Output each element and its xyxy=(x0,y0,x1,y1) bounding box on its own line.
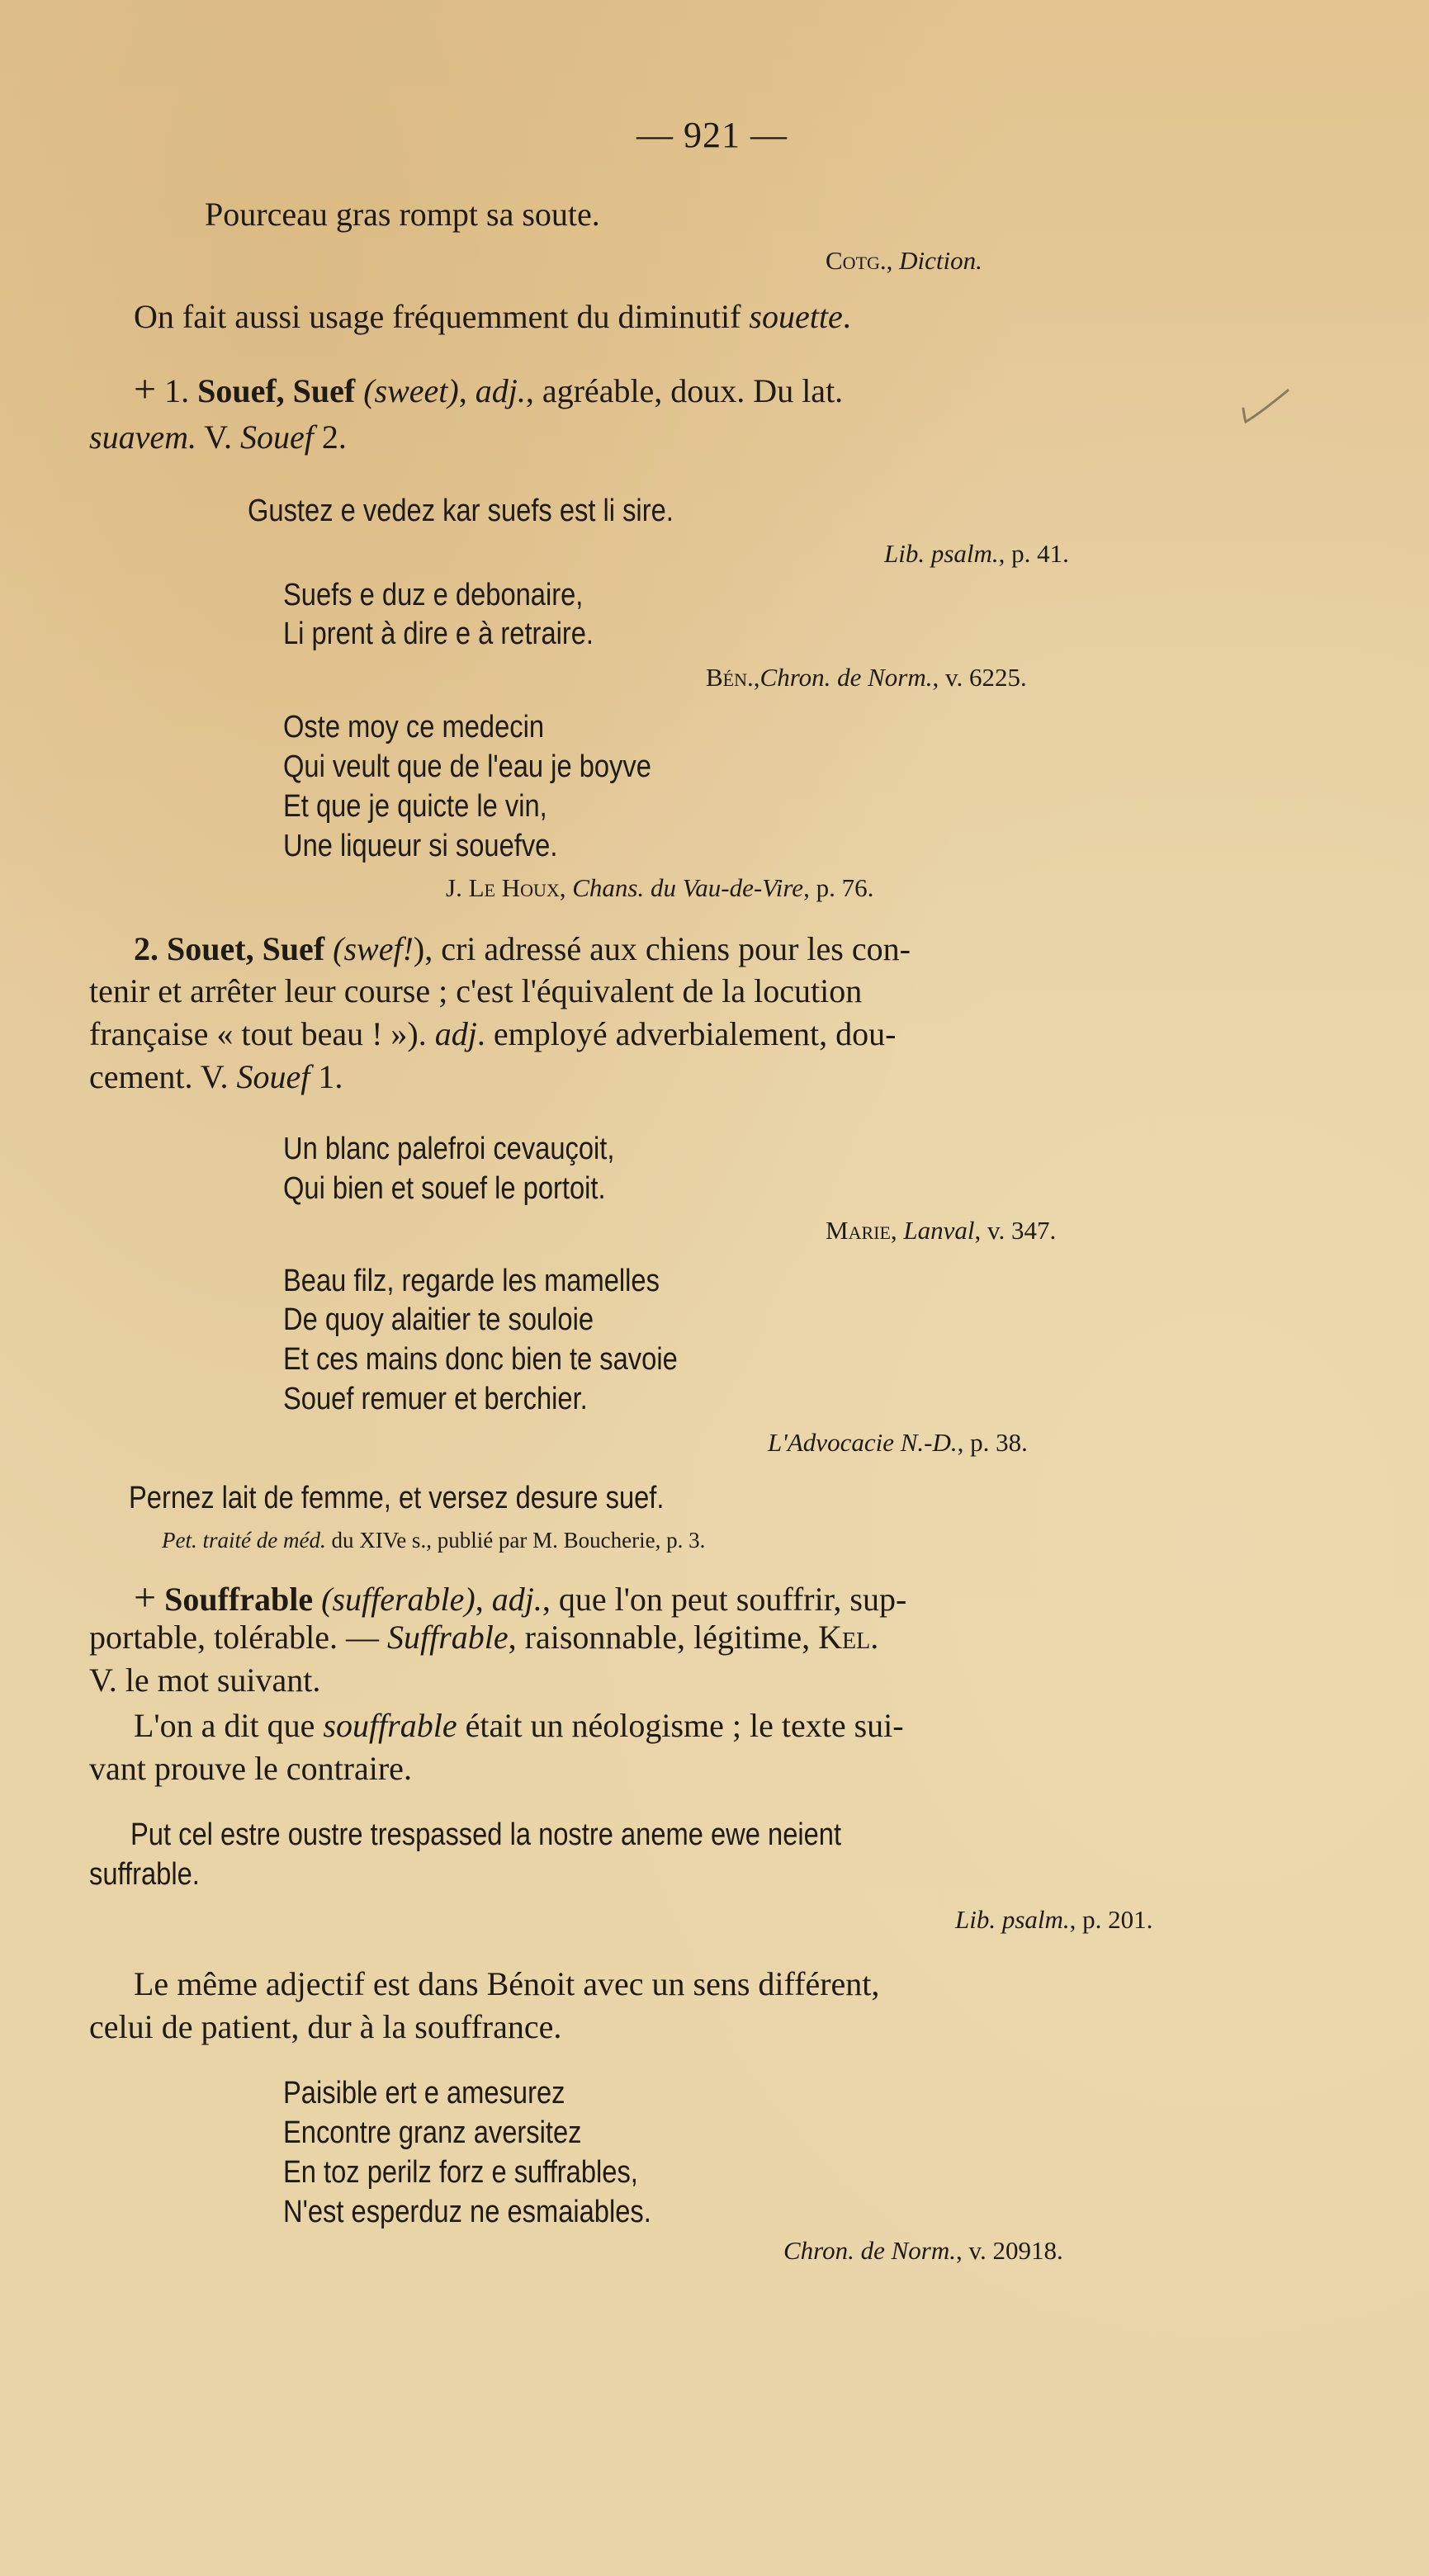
headword: Souef, Suef xyxy=(197,372,356,409)
paragraph-line: Le même adjectif est dans Bénoit avec un sens différent, xyxy=(134,1965,880,2002)
citation-work: Pet. traité de méd. xyxy=(162,1528,326,1553)
check-mark-icon xyxy=(1242,384,1291,433)
text: 1. xyxy=(310,1058,343,1095)
part-of-speech: adj. xyxy=(491,1581,542,1618)
citation-ref: , p. 38. xyxy=(957,1428,1028,1457)
entry-line xyxy=(89,1621,878,1654)
quote-line: Gustez e vedez kar suefs est li sire. xyxy=(248,494,674,528)
dictionary-entry-souef-1: + 1. Souef, Suef (sweet), adj., agréable, doux. Du lat. xyxy=(134,367,844,411)
quote-line: suffrable. xyxy=(89,1857,200,1892)
text: L'on a dit que xyxy=(134,1707,324,1744)
verse-line: Qui bien et souef le portoit. xyxy=(283,1171,606,1206)
verse-line: Souef remuer et berchier. xyxy=(283,1382,588,1416)
italic-term: souffrable xyxy=(323,1707,457,1744)
text: V. xyxy=(196,418,240,456)
cross-reference: Souef xyxy=(236,1058,310,1095)
verse-line: Li prent à dire e à retraire. xyxy=(283,617,594,651)
citation-ref: , v. 6225. xyxy=(932,663,1027,692)
citation-author: Bén., xyxy=(706,663,760,692)
citation-author: Cotg., xyxy=(826,246,893,275)
headword: Souet, Suef xyxy=(167,930,325,967)
definition: , que l'on peut souffrir, sup- xyxy=(542,1581,907,1618)
citation-work: Lanval xyxy=(903,1216,975,1245)
entry-line: V. le mot suivant. xyxy=(89,1661,321,1699)
verse-line: Beau filz, regarde les mamelles xyxy=(283,1264,660,1298)
citation xyxy=(884,541,1069,566)
plus-marker-icon: + xyxy=(134,367,157,411)
verse-line: Et que je quicte le vin, xyxy=(283,789,547,824)
paragraph-line: vant prouve le contraire. xyxy=(89,1750,412,1787)
verse-line: En toz perilz forz e suffrables, xyxy=(283,2155,638,2190)
citation-ref: , p. 201. xyxy=(1069,1905,1153,1934)
dictionary-entry-souet-2 xyxy=(134,930,911,967)
paragraph-line xyxy=(134,1709,904,1742)
citation xyxy=(162,1529,705,1552)
verse-line: Paisible ert e amesurez xyxy=(283,2076,565,2110)
citation-author: J. Le Houx, xyxy=(446,873,566,902)
dictionary-entry-souffrable: + Souffrable (sufferable), adj., que l'on peut souffrir, sup- xyxy=(134,1576,907,1619)
citation xyxy=(783,2238,1063,2263)
definition: ), cri adressé aux chiens pour les con- xyxy=(413,930,911,967)
quote-line: Pourceau gras rompt sa soute. xyxy=(205,196,600,233)
quote-line: Pernez lait de femme, et versez desure suef. xyxy=(129,1481,665,1515)
citation-ref: , v. 20918. xyxy=(955,2236,1063,2265)
quote-line: Put cel estre oustre trespassed la nostre aneme ewe neient xyxy=(130,1817,842,1852)
citation xyxy=(826,248,982,273)
entry-line: tenir et arrêter leur course ; c'est l'équivalent de la locution xyxy=(89,972,863,1009)
verse-line: Suefs e duz e debonaire, xyxy=(283,578,584,612)
gloss: (sufferable) xyxy=(321,1581,476,1618)
italic-term: souette xyxy=(749,298,843,335)
text: cement. V. xyxy=(89,1058,237,1095)
gloss: (sweet) xyxy=(363,372,459,409)
part-of-speech: adj. xyxy=(475,372,526,409)
paragraph-line xyxy=(134,300,851,333)
text: était un néologisme ; le texte sui- xyxy=(457,1707,904,1744)
citation xyxy=(706,664,1027,690)
citation xyxy=(955,1907,1152,1932)
citation-ref: du XIVe s., publié par M. Boucherie, p. 3. xyxy=(325,1528,706,1553)
text: 2. xyxy=(313,418,347,456)
entry-number: 2. xyxy=(134,930,159,967)
text: On fait aussi usage fréquemment du diminutif xyxy=(134,298,750,335)
verse-line: Oste moy ce medecin xyxy=(283,710,545,744)
page-number: — 921 — xyxy=(636,115,788,155)
citation-work: Chron. de Norm. xyxy=(783,2236,956,2265)
headword: Souffrable xyxy=(164,1581,314,1618)
gloss: (swef! xyxy=(333,930,414,967)
verse-line: Et ces mains donc bien te savoie xyxy=(283,1342,678,1377)
citation-work: Chans. du Vau-de-Vire xyxy=(572,873,804,902)
plus-marker-icon: + xyxy=(134,1576,157,1619)
text: française « tout beau ! »). xyxy=(89,1015,435,1052)
cross-reference: Souef xyxy=(239,418,314,456)
source-abbrev: Kel. xyxy=(818,1619,879,1656)
definition: , agréable, doux. Du lat. xyxy=(525,372,844,409)
citation xyxy=(446,875,873,900)
entry-line xyxy=(89,1058,343,1095)
citation xyxy=(768,1430,1028,1455)
citation-author: Marie, xyxy=(826,1216,897,1245)
text: . employé adverbialement, dou- xyxy=(476,1015,897,1052)
citation-ref: , v. 347. xyxy=(974,1216,1057,1245)
citation-work: Chron. de Norm. xyxy=(759,663,933,692)
citation-ref: , p. 76. xyxy=(803,873,874,902)
verse-line: De quoy alaitier te souloie xyxy=(283,1302,594,1337)
part-of-speech: adj xyxy=(434,1015,477,1052)
citation-work: Lib. psalm. xyxy=(955,1905,1070,1934)
text: portable, tolérable. — xyxy=(89,1619,387,1656)
paragraph-line: celui de patient, dur à la souffrance. xyxy=(89,2008,562,2045)
verse-line: Qui veult que de l'eau je boyve xyxy=(283,749,651,784)
verse-line: Un blanc palefroi cevauçoit, xyxy=(283,1132,615,1166)
citation xyxy=(826,1217,1056,1243)
citation-work: Diction. xyxy=(899,246,982,275)
citation-work: Lib. psalm. xyxy=(884,539,999,568)
italic-term: Suffrable xyxy=(386,1619,509,1656)
entry-number: 1. xyxy=(164,372,190,409)
citation-ref: , p. 41. xyxy=(998,539,1069,568)
text: . xyxy=(842,298,851,335)
entry-line xyxy=(89,418,347,456)
latin-etymon: suavem. xyxy=(89,418,196,456)
citation-work: L'Advocacie N.-D. xyxy=(768,1428,958,1457)
verse-line: N'est esperduz ne esmaiables. xyxy=(283,2195,651,2229)
entry-line xyxy=(89,1015,897,1052)
text: , raisonnable, légitime, xyxy=(508,1619,819,1656)
verse-line: Encontre granz aversitez xyxy=(283,2115,582,2150)
verse-line: Une liqueur si souefve. xyxy=(283,829,558,863)
